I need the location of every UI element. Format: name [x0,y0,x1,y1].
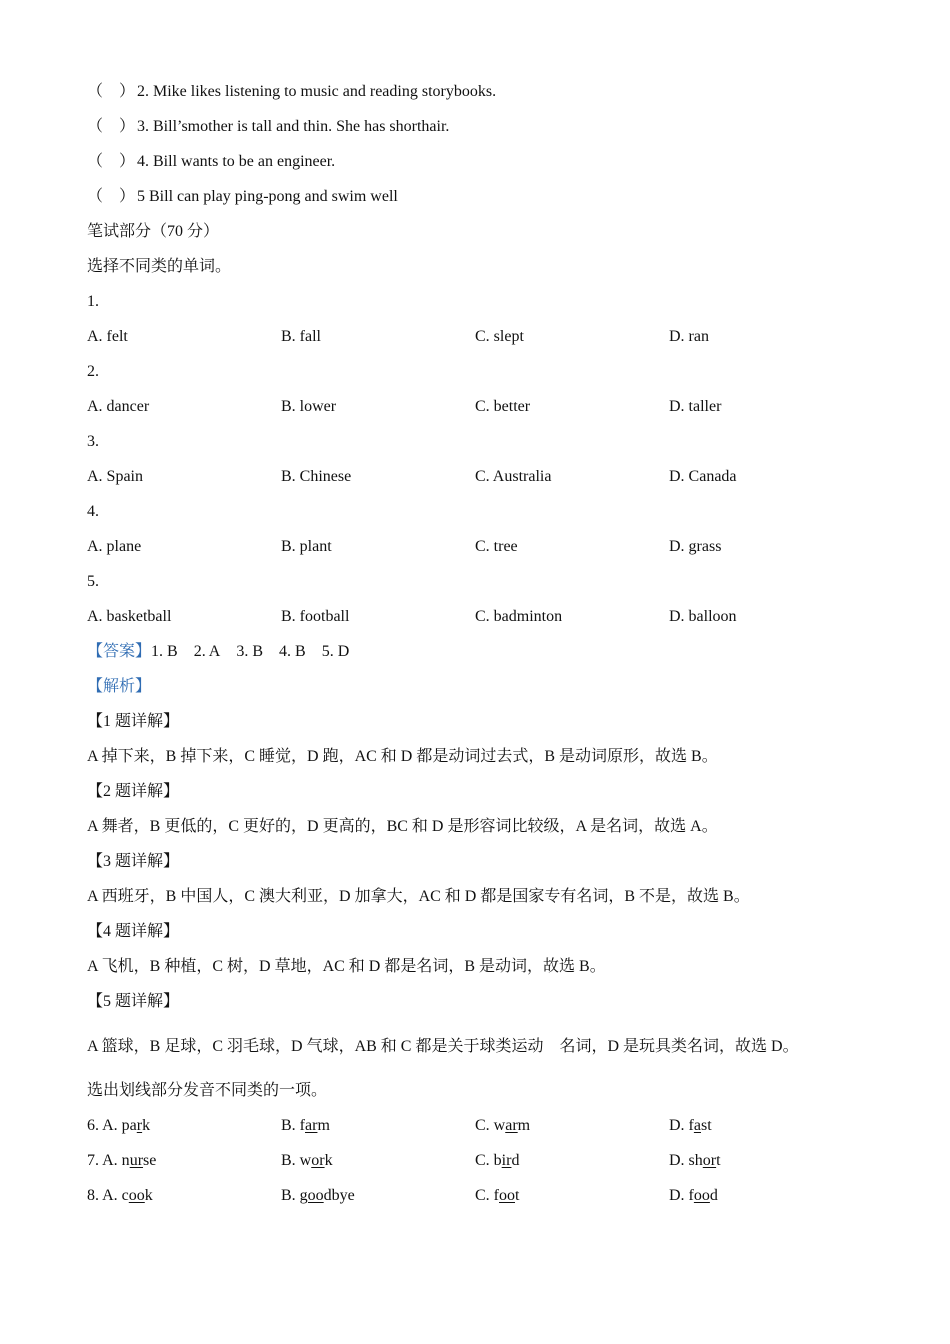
option-text: k [324,1152,333,1169]
answer-tag: 【答案】 [87,643,152,660]
underlined-letters: a [693,1117,701,1134]
phonics-option [87,1182,281,1217]
detail-text: A 篮球，B 足球，C 羽毛球，D 气球，AB 和 C 都是关于球类运动 名词，D 是玩具类名词，故选 D。 [87,1038,799,1055]
phonics-question [87,1112,877,1147]
option-text: d [511,1152,520,1169]
option-text: se [143,1152,157,1169]
option: C. Australia [475,468,552,485]
option-text: st [701,1117,712,1134]
option-text: D. f [669,1187,694,1204]
option-text: k [142,1117,151,1134]
underlined-letters: oo [693,1187,710,1204]
option-text: d [709,1187,718,1204]
tf-item [87,78,877,113]
option: A. Spain [87,468,143,485]
instruction-odd-one-out: 选择不同类的单词。 [87,258,232,275]
underlined-letters: ar [305,1117,318,1134]
answer-item: 5. D [321,643,350,660]
document-page [87,78,877,1217]
detail-text: A 飞机，B 种植，C 树，D 草地，AC 和 D 都是名词，B 是动词，故选 B。 [87,958,606,975]
question-options [87,533,877,568]
detail-text: A 掉下来，B 掉下来，C 睡觉，D 跑，AC 和 D 都是动词过去式，B 是动词原形，故选 B。 [87,748,718,765]
answer-parens: （ ） [87,83,136,100]
question-number: 3. [87,433,99,450]
underlined-letters: r [136,1117,143,1134]
phonics-option [669,1112,863,1147]
option: D. balloon [669,608,737,625]
option-text: D. sh [669,1152,703,1169]
phonics-option [669,1182,863,1217]
option: B. plant [281,538,332,555]
question-number: 7. [87,1152,99,1169]
underlined-letters: or [311,1152,325,1169]
detail-title: 【3 题详解】 [87,853,180,870]
tf-text: 3. Bill’smother is tall and thin. She has shorthair. [137,118,450,135]
tf-text: 5 Bill can play ping-pong and swim well [137,188,398,205]
phonics-option [87,1112,281,1147]
option-text: t [716,1152,721,1169]
phonics-option [87,1147,281,1182]
section-title: 笔试部分（70 分） [87,223,220,240]
option: C. better [475,398,531,415]
option-text: dbye [323,1187,355,1204]
option-text: A. pa [102,1117,137,1134]
phonics-option [281,1182,475,1217]
analysis-tag: 【解析】 [87,678,152,695]
option-text: C. w [475,1117,506,1134]
question-options [87,393,877,428]
instruction-phonics: 选出划线部分发音不同类的一项。 [87,1082,328,1099]
option: C. tree [475,538,518,555]
phonics-option [281,1147,475,1182]
question-number: 8. [87,1187,99,1204]
detail-title: 【5 题详解】 [87,993,180,1010]
option-text: m [317,1117,330,1134]
detail-text: A 舞者，B 更低的，C 更好的，D 更高的，BC 和 D 是形容词比较级，A 是名词，故选 A。 [87,818,718,835]
option: C. slept [475,328,524,345]
question-number: 2. [87,363,99,380]
phonics-question [87,1182,877,1217]
phonics-option [475,1182,669,1217]
answer-parens: （ ） [87,118,136,135]
option: A. dancer [87,398,150,415]
detail-text: A 西班牙，B 中国人，C 澳大利亚，D 加拿大，AC 和 D 都是国家专有名词，B 不是，故选 B。 [87,888,750,905]
option-text: C. b [475,1152,502,1169]
phonics-option [281,1112,475,1147]
underlined-letters: oo [128,1187,145,1204]
answer-line [87,638,877,673]
option: B. Chinese [281,468,352,485]
option: D. taller [669,398,722,415]
option-text: D. f [669,1117,694,1134]
answer-item: 3. B [236,643,264,660]
option-text: A. n [102,1152,130,1169]
detail-title: 【2 题详解】 [87,783,180,800]
option-text: B. [281,1187,300,1204]
tf-text: 2. Mike likes listening to music and reading storybooks. [137,83,497,100]
underlined-letters: ir [501,1152,512,1169]
option: B. lower [281,398,337,415]
tf-item [87,148,877,183]
answer-parens: （ ） [87,153,136,170]
question-number: 5. [87,573,99,590]
underlined-letters: goo [299,1187,324,1204]
phonics-option [669,1147,863,1182]
question-options [87,603,877,638]
underlined-letters: ar [505,1117,518,1134]
option: D. Canada [669,468,737,485]
underlined-letters: or [702,1152,717,1169]
option-text: k [144,1187,153,1204]
tf-item [87,183,877,218]
phonics-option [475,1147,669,1182]
tf-item [87,113,877,148]
answer-item: 2. A [193,643,221,660]
option: A. plane [87,538,142,555]
option: B. football [281,608,350,625]
phonics-option [475,1112,669,1147]
option-text: B. w [281,1152,312,1169]
option-text: m [517,1117,531,1134]
question-options [87,323,877,358]
option: B. fall [281,328,321,345]
phonics-question [87,1147,877,1182]
answer-item: 4. B [279,643,306,660]
question-number: 6. [87,1117,99,1134]
detail-title: 【4 题详解】 [87,923,180,940]
question-number: 4. [87,503,99,520]
question-options [87,463,877,498]
option-text: t [515,1187,520,1204]
option: D. grass [669,538,722,555]
question-number: 1. [87,293,99,310]
option: A. basketball [87,608,172,625]
tf-text: 4. Bill wants to be an engineer. [137,153,336,170]
option-text: C. f [475,1187,499,1204]
option: C. badminton [475,608,563,625]
answer-parens: （ ） [87,188,136,205]
option: A. felt [87,328,128,345]
detail-title: 【1 题详解】 [87,713,180,730]
option: D. ran [669,328,709,345]
answer-item: 1. B [151,643,178,660]
option-text: A. c [102,1187,129,1204]
underlined-letters: ur [129,1152,144,1169]
underlined-letters: oo [499,1187,515,1204]
option-text: B. f [281,1117,305,1134]
